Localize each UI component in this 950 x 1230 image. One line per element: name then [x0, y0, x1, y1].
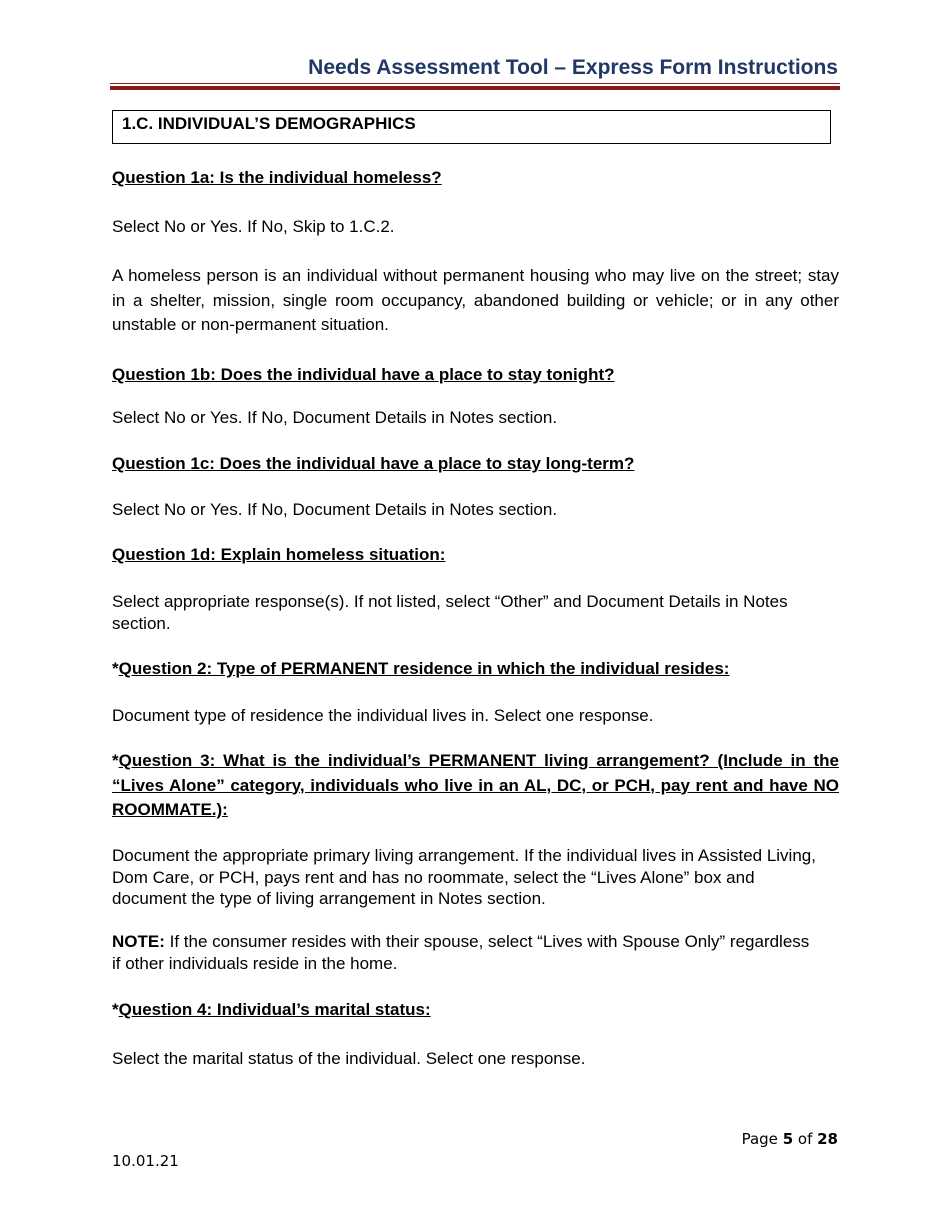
page-title: Needs Assessment Tool – Express Form Instructions	[308, 56, 838, 79]
question-3-note: NOTE: If the consumer resides with their spouse, select “Lives with Spouse Only” regardless if other individuals reside in the home.	[112, 932, 810, 973]
section-title: 1.C. INDIVIDUAL’S DEMOGRAPHICS	[122, 114, 416, 133]
question-1b-heading: Question 1b: Does the individual have a place to stay tonight?	[112, 365, 615, 384]
homeless-definition: A homeless person is an individual without permanent housing who may live on the street; stay in a shelter, mission, single room occupancy, abandoned building or vehicle; or in any other unstable or non-permanent situation.	[112, 266, 839, 334]
question-2-heading: *Question 2: Type of PERMANENT residence in which the individual resides:	[112, 659, 730, 678]
question-1b-instruction: Select No or Yes. If No, Document Details in Notes section.	[112, 408, 558, 427]
section-heading-box	[112, 110, 831, 144]
question-3-heading: *Question 3: What is the individual’s PERMANENT living arrangement? (Include in the “Lives Alone” category, individuals who live in an AL, DC, or PCH, pay rent and have NO ROOMMATE.):	[112, 751, 839, 819]
question-1c-heading: Question 1c: Does the individual have a place to stay long-term?	[112, 454, 635, 473]
question-1d-heading: Question 1d: Explain homeless situation:	[112, 545, 446, 564]
question-4-heading: *Question 4: Individual’s marital status:	[112, 1000, 431, 1019]
question-2-instruction: Document type of residence the individual lives in. Select one response.	[112, 706, 654, 725]
page-number: Page 5 of 28	[741, 1130, 838, 1148]
question-3-instruction: Document the appropriate primary living arrangement. If the individual lives in Assisted Living, Dom Care, or PCH, pays rent and has no roommate, select the “Lives Alone” box and document the type of living arrangement in Notes section.	[112, 846, 816, 908]
question-4-instruction: Select the marital status of the individual. Select one response.	[112, 1049, 586, 1068]
header-rule-thick	[110, 86, 840, 90]
question-1d-instruction: Select appropriate response(s). If not listed, select “Other” and Document Details in Notes section.	[112, 592, 788, 633]
revision-date: 10.01.21	[112, 1152, 179, 1170]
question-1a-instruction: Select No or Yes. If No, Skip to 1.C.2.	[112, 217, 395, 236]
question-1c-instruction: Select No or Yes. If No, Document Details in Notes section.	[112, 500, 558, 519]
question-1a-heading: Question 1a: Is the individual homeless?	[112, 168, 442, 187]
header-rule-thin	[110, 83, 840, 84]
